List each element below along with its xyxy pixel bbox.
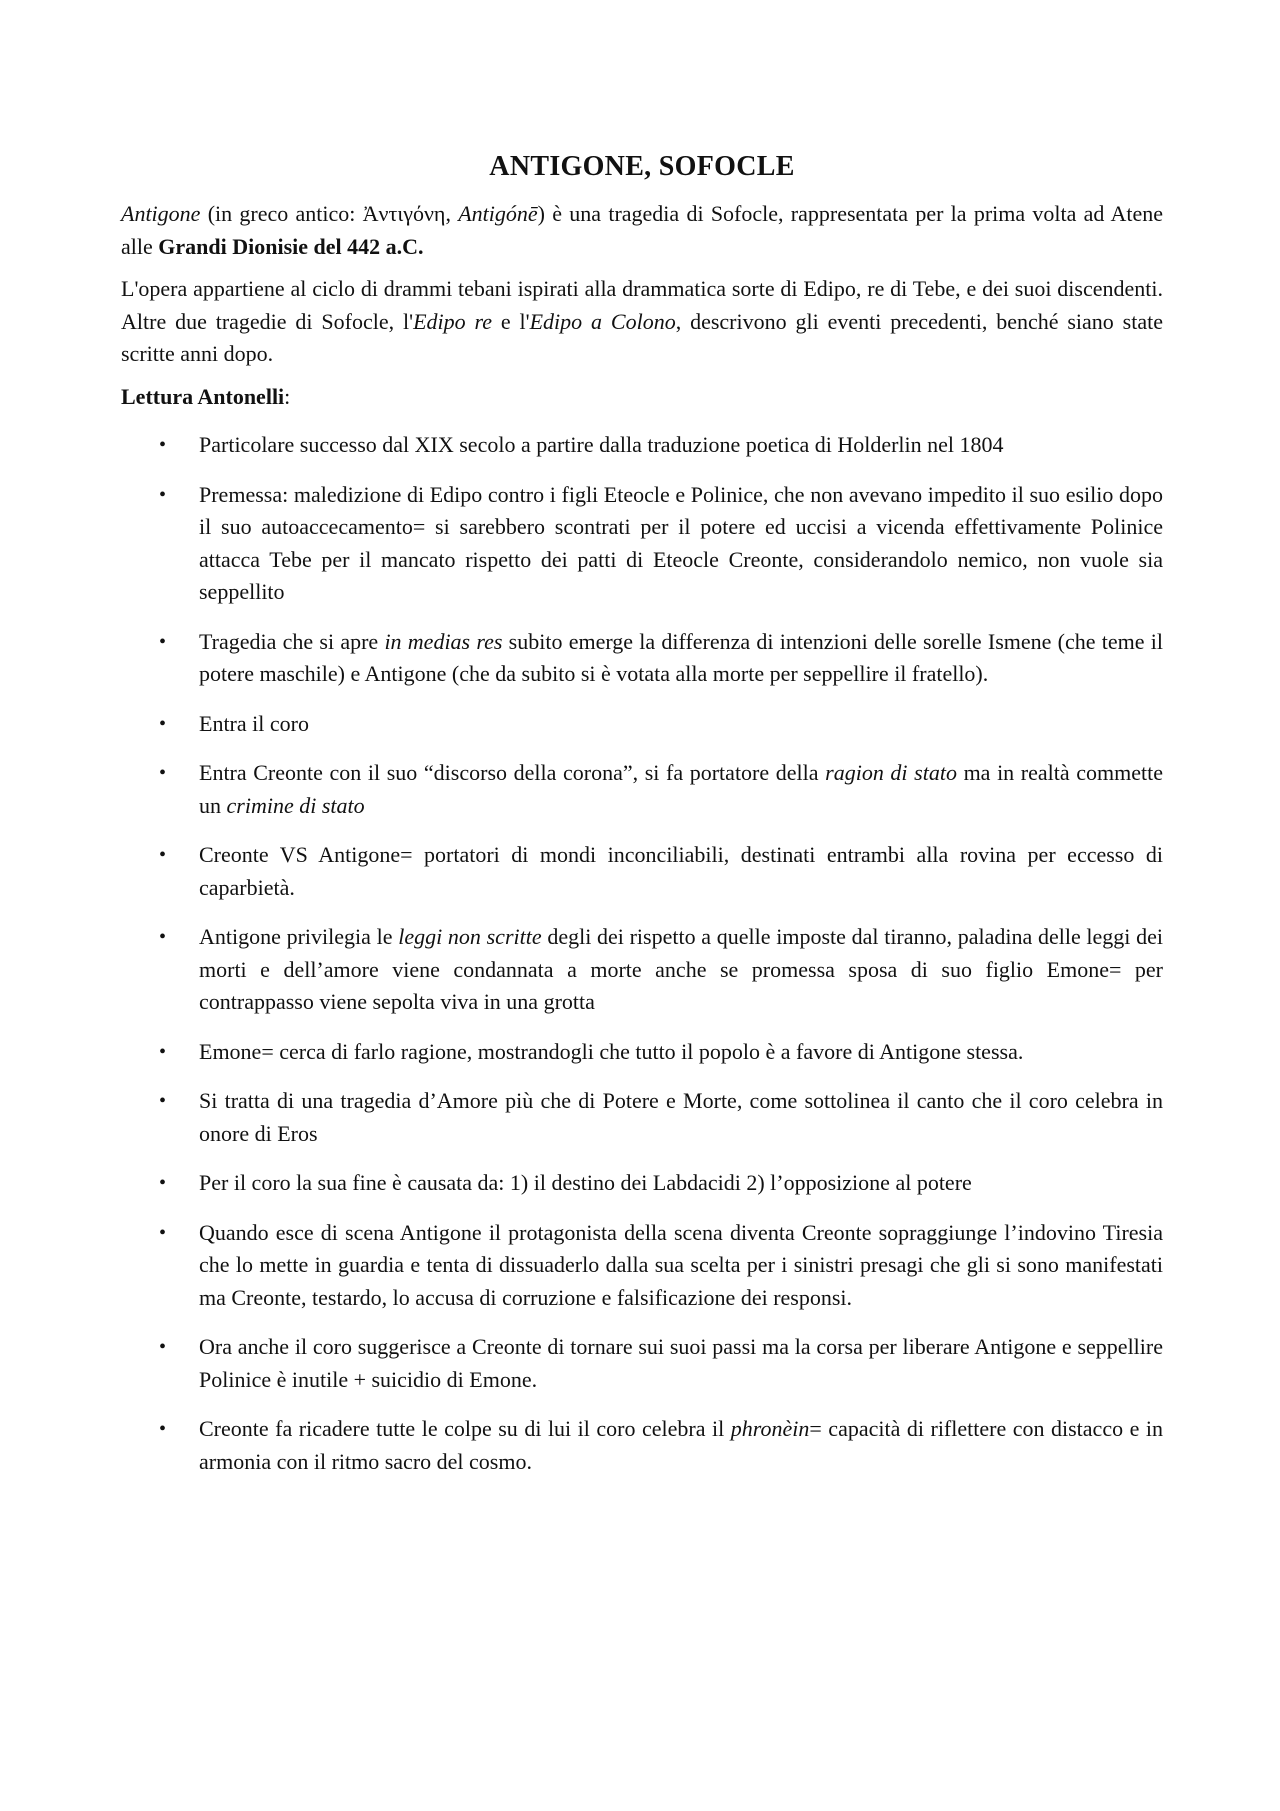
- document-page: [121, 150, 1163, 1495]
- bullet-icon: •: [159, 1172, 167, 1194]
- list-item: • Particolare successo dal XIX secolo a partire dalla traduzione poetica di Holderlin nel 1804: [121, 429, 1163, 462]
- section-label: Lettura Antonelli: [121, 383, 285, 409]
- list-item: • Entra il coro: [121, 708, 1163, 741]
- grandi-dionisie-bold: Grandi Dionisie del 442 a.C.: [158, 233, 424, 259]
- list-item: • Ora anche il coro suggerisce a Creonte di tornare sui suoi passi ma la corsa per liberare Antigone e seppellire Polinice è inutile + suicidio di Emone.: [121, 1331, 1163, 1396]
- list-item: • Tragedia che si apre in medias res subito emerge la differenza di intenzioni delle sorelle Ismene (che teme il potere maschile) e Antigone (che da subito si è votata alla morte per seppellire il fratello).: [121, 626, 1163, 691]
- bullet-icon: •: [159, 483, 167, 506]
- bullet-icon: •: [159, 630, 167, 653]
- list-item: • Entra Creonte con il suo “discorso della corona”, si fa portatore della ragion di stato ma in realtà commette un crimine di stato: [121, 757, 1163, 822]
- intro-paragraph-1: Antigone (in greco antico: Ἀντιγόνη, Antigónē) è una tragedia di Sofocle, rappresentata per la prima volta ad Atene alle Grandi Dionisie del 442 a.C.: [121, 201, 1164, 259]
- bullet-icon: •: [159, 434, 167, 456]
- antigone-italic: Antigone: [121, 201, 201, 226]
- bullet-icon: •: [159, 1418, 167, 1440]
- bullet-icon: •: [159, 1221, 167, 1244]
- list-item: • Premessa: maledizione di Edipo contro i figli Eteocle e Polinice, che non avevano impedito il suo esilio dopo il suo autoaccecamento= si sarebbero scontrati per il potere ed uccisi a vicenda effettivamente Polinice attacca Tebe per il mancato rispetto dei patti di Eteocle Creonte, considerandolo nemico, non vuole sia seppellito: [121, 479, 1163, 609]
- bullet-icon: •: [159, 926, 167, 948]
- list-item: • Antigone privilegia le leggi non scritte degli dei rispetto a quelle imposte dal tiranno, paladina delle leggi dei morti e dell’amore viene condannata a morte anche se promessa sposa di suo figlio Emone= per contrappasso viene sepolta viva in una grotta: [121, 921, 1163, 1019]
- list-item: • Si tratta di una tragedia d’Amore più che di Potere e Morte, come sottolinea il canto che il coro celebra in onore di Eros: [121, 1085, 1163, 1150]
- edipo-colono-italic: Edipo a Colono: [529, 308, 676, 334]
- list-item: • Creonte VS Antigone= portatori di mondi inconciliabili, destinati entrambi alla rovina per eccesso di caparbietà.: [121, 839, 1163, 904]
- list-item: • Creonte fa ricadere tutte le colpe su di lui il coro celebra il phronèin= capacità di riflettere con distacco e in armonia con il ritmo sacro del cosmo.: [121, 1413, 1163, 1478]
- bullet-icon: •: [159, 1090, 167, 1112]
- edipo-re-italic: Edipo re: [413, 308, 493, 334]
- list-item: • Emone= cerca di farlo ragione, mostrandogli che tutto il popolo è a favore di Antigone stessa.: [121, 1036, 1163, 1069]
- bullet-icon: •: [159, 1336, 167, 1358]
- list-item: • Quando esce di scena Antigone il protagonista della scena diventa Creonte sopraggiunge l’indovino Tiresia che lo mette in guardia e tenta di dissuaderlo dalla sua scelta per i sinistri presagi che gli si sono manifestati ma Creonte, testardo, lo accusa di corruzione e falsificazione dei responsi.: [121, 1217, 1163, 1315]
- page-title: ANTIGONE, SOFOCLE: [489, 151, 795, 182]
- bullet-icon: •: [159, 712, 167, 735]
- bullet-icon: •: [159, 844, 167, 866]
- greek-name: Ἀντιγόνη: [362, 201, 446, 226]
- section-heading: Lettura Antonelli:: [121, 383, 291, 409]
- transliteration-italic: Antigónē: [458, 201, 538, 226]
- bullet-icon: •: [159, 1040, 167, 1063]
- bullet-list: [121, 429, 1163, 1478]
- bullet-icon: •: [159, 762, 167, 784]
- intro-paragraph-2: L'opera appartiene al ciclo di drammi tebani ispirati alla drammatica sorte di Edipo, re di Tebe, e dei suoi discendenti. Altre due tragedie di Sofocle, l'Edipo re e l'Edipo a Colono, descrivono gli eventi precedenti, benché siano state scritte anni dopo.: [121, 276, 1163, 366]
- list-item: • Per il coro la sua fine è causata da: 1) il destino dei Labdacidi 2) l’opposizione al potere: [121, 1167, 1163, 1200]
